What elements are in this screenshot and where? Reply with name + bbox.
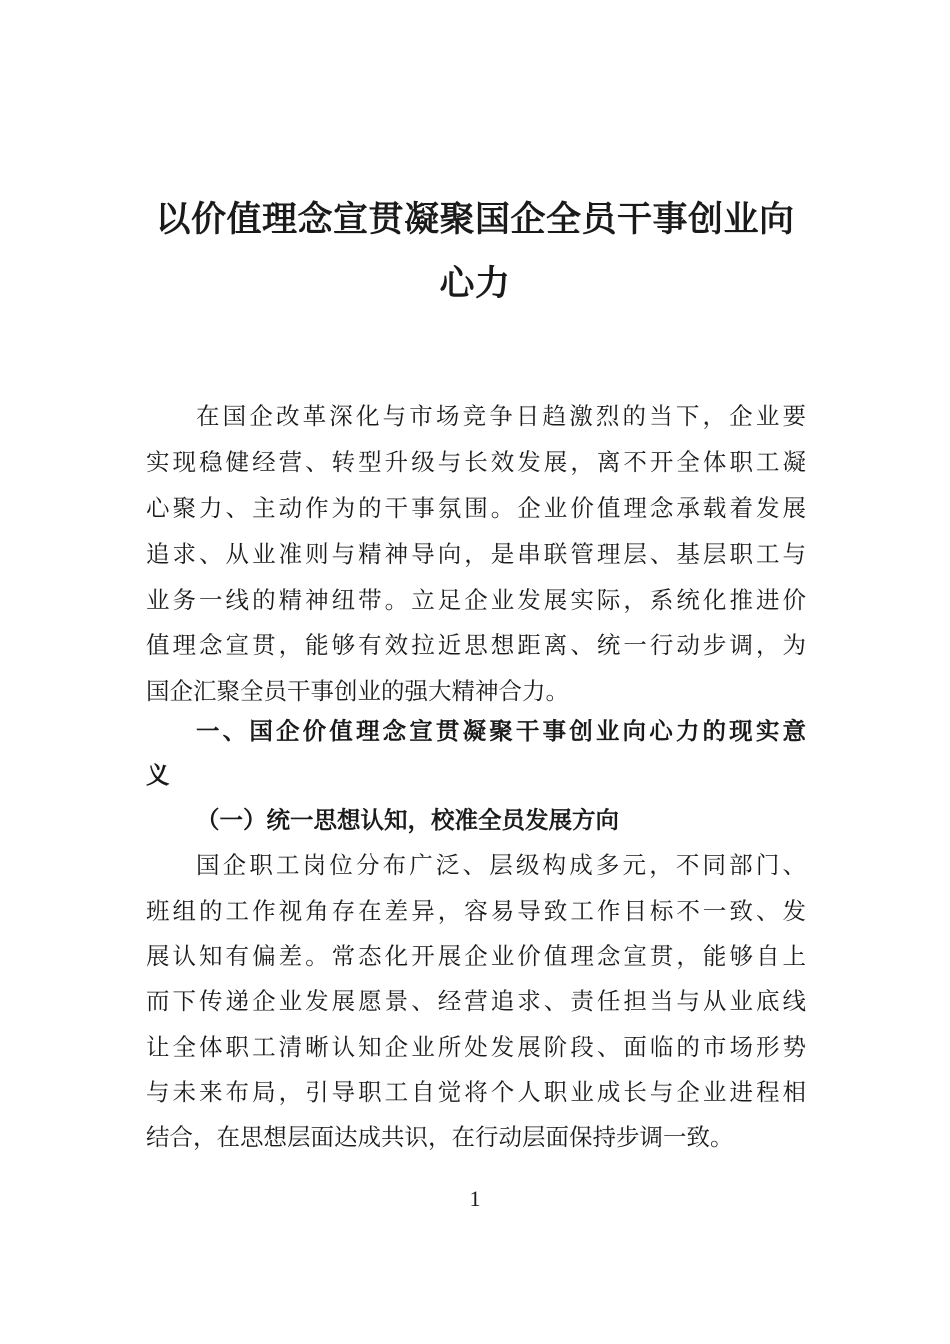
subsection-1-paragraph-line: 而下传递企业发展愿景、经营追求、责任担当与从业底线 — [146, 987, 806, 1015]
intro-paragraph-line: 实现稳健经营、转型升级与长效发展，离不开全体职工凝 — [146, 448, 806, 476]
intro-paragraph-line: 国企汇聚全员干事创业的强大精神合力。 — [146, 677, 569, 705]
intro-paragraph-line: 值理念宣贯，能够有效拉近思想距离、统一行动步调，为 — [146, 631, 806, 659]
intro-paragraph-line: 在国企改革深化与市场竞争日趋激烈的当下，企业要 — [196, 402, 806, 430]
intro-paragraph-line: 心聚力、主动作为的干事氛围。企业价值理念承载着发展 — [146, 494, 806, 522]
subsection-1-paragraph-line: 与未来布局，引导职工自觉将个人职业成长与企业进程相 — [146, 1078, 806, 1106]
section-1-heading-continued: 义 — [146, 761, 170, 789]
intro-paragraph-line: 追求、从业准则与精神导向，是串联管理层、基层职工与 — [146, 540, 806, 568]
subsection-1-paragraph-line: 展认知有偏差。常态化开展企业价值理念宣贯，能够自上 — [146, 942, 806, 970]
section-1-heading: 一、国企价值理念宣贯凝聚干事创业向心力的现实意 — [196, 717, 806, 745]
subsection-1-paragraph-line: 班组的工作视角存在差异，容易导致工作目标不一致、发 — [146, 897, 806, 925]
subsection-1-heading: （一）统一思想认知，校准全员发展方向 — [196, 806, 619, 834]
subsection-1-paragraph-line: 国企职工岗位分布广泛、层级构成多元，不同部门、 — [196, 851, 806, 879]
document-title-line-2: 心力 — [439, 263, 511, 304]
intro-paragraph-line: 业务一线的精神纽带。立足企业发展实际，系统化推进价 — [146, 586, 806, 614]
subsection-1-paragraph-line: 结合，在思想层面达成共识，在行动层面保持步调一致。 — [146, 1123, 734, 1151]
subsection-1-paragraph-line: 让全体职工清晰认知企业所处发展阶段、面临的市场形势 — [146, 1033, 806, 1061]
page-number: 1 — [469, 1186, 481, 1211]
document-title-line-1: 以价值理念宣贯凝聚国企全员干事创业向 — [155, 199, 795, 240]
